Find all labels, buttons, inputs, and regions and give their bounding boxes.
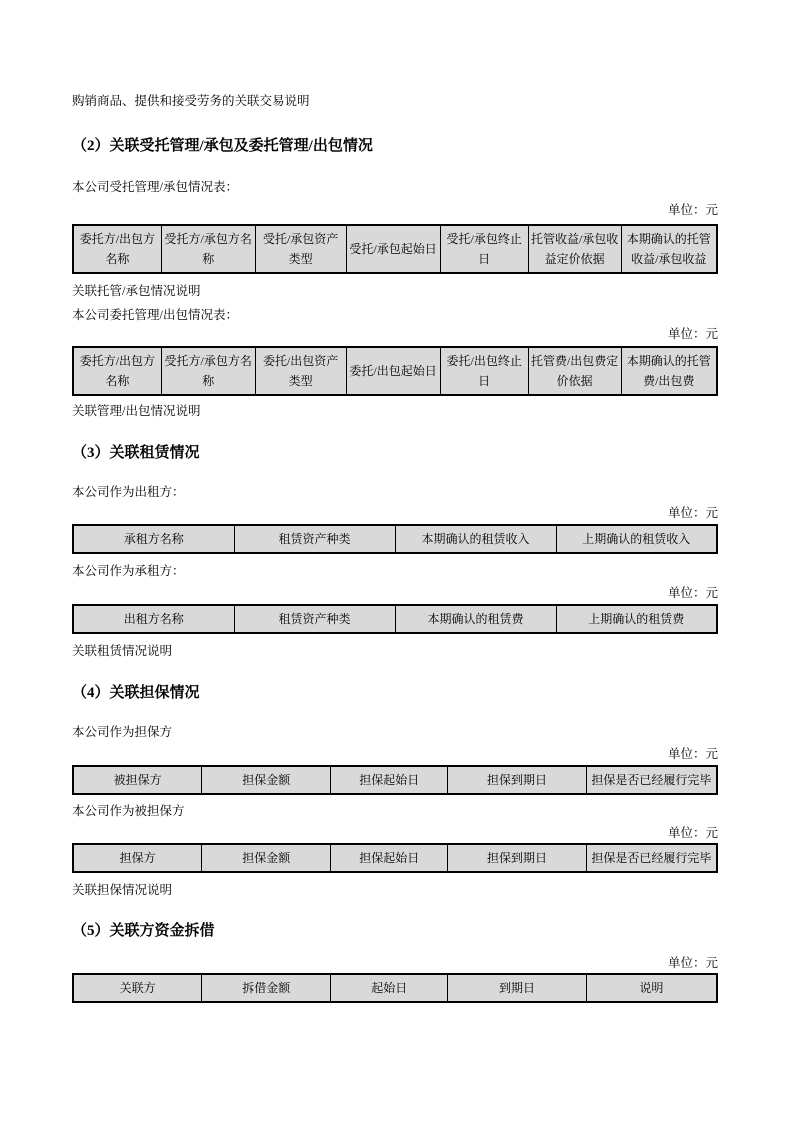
lessor-table [72, 524, 718, 554]
header-cell: 受托/承包资产类型 [255, 225, 346, 273]
header-cell: 到期日 [448, 974, 586, 1002]
header-cell: 担保到期日 [448, 766, 586, 794]
header-cell: 租赁资产种类 [234, 525, 395, 553]
header-cell: 出租方名称 [73, 605, 234, 633]
header-cell: 本期确认的租赁费 [395, 605, 556, 633]
header-cell: 拆借金额 [202, 974, 331, 1002]
table-header-row [73, 525, 717, 553]
unit-label: 单位：元 [667, 203, 718, 217]
outsourced-note: 关联管理/出包情况说明 [72, 404, 201, 418]
entrusted-note: 关联托管/承包情况说明 [72, 284, 201, 298]
header-cell: 担保是否已经履行完毕 [586, 766, 717, 794]
unit-label: 单位：元 [667, 506, 718, 520]
section-4-heading: （4）关联担保情况 [72, 685, 200, 701]
guaranteed-table [72, 843, 718, 873]
table-header-row [73, 225, 717, 273]
header-cell: 担保金额 [202, 766, 331, 794]
table-header-row [73, 347, 717, 395]
header-cell: 担保是否已经履行完毕 [586, 844, 717, 872]
section-3-heading: （3）关联租赁情况 [72, 445, 200, 461]
unit-label: 单位：元 [667, 956, 718, 970]
intro-paragraph: 购销商品、提供和接受劳务的关联交易说明 [72, 94, 310, 108]
header-cell: 委托/出包终止日 [440, 347, 528, 395]
table-header-row [73, 766, 717, 794]
header-cell: 担保到期日 [448, 844, 586, 872]
header-cell: 委托方/出包方名称 [73, 225, 161, 273]
header-cell: 受托方/承包方名称 [161, 347, 255, 395]
header-cell: 起始日 [331, 974, 448, 1002]
header-cell: 托管收益/承包收益定价依据 [528, 225, 621, 273]
header-cell: 受托/承包终止日 [440, 225, 528, 273]
section-5-heading: （5）关联方资金拆借 [72, 923, 215, 939]
header-cell: 委托/出包资产类型 [255, 347, 346, 395]
lessor-caption: 本公司作为出租方： [72, 485, 185, 499]
header-cell: 担保方 [73, 844, 202, 872]
header-cell: 担保起始日 [331, 766, 448, 794]
header-cell: 租赁资产种类 [234, 605, 395, 633]
lessee-caption: 本公司作为承租方： [72, 564, 185, 578]
lessee-table [72, 604, 718, 634]
header-cell: 被担保方 [73, 766, 202, 794]
unit-label: 单位：元 [667, 586, 718, 600]
header-cell: 本期确认的托管费/出包费 [621, 347, 717, 395]
lease-note: 关联租赁情况说明 [72, 644, 173, 658]
guarantor-caption: 本公司作为担保方 [72, 725, 173, 739]
header-cell: 委托方/出包方名称 [73, 347, 161, 395]
header-cell: 担保金额 [202, 844, 331, 872]
header-cell: 本期确认的租赁收入 [395, 525, 556, 553]
table-header-row [73, 844, 717, 872]
header-cell: 上期确认的租赁收入 [556, 525, 717, 553]
header-cell: 托管费/出包费定价依据 [528, 347, 621, 395]
entrusted-management-table [72, 224, 718, 274]
table-header-row [73, 605, 717, 633]
header-cell: 承租方名称 [73, 525, 234, 553]
header-cell: 担保起始日 [331, 844, 448, 872]
header-cell: 委托/出包起始日 [346, 347, 440, 395]
header-cell: 本期确认的托管收益/承包收益 [621, 225, 717, 273]
unit-label: 单位：元 [667, 747, 718, 761]
entrusted-table-caption: 本公司受托管理/承包情况表： [72, 180, 238, 194]
header-cell: 受托/承包起始日 [346, 225, 440, 273]
guarantor-table [72, 765, 718, 795]
header-cell: 说明 [586, 974, 717, 1002]
guarantee-note: 关联担保情况说明 [72, 883, 173, 897]
related-party-borrowing-table [72, 973, 718, 1003]
unit-label: 单位：元 [667, 826, 718, 840]
outsourced-table-caption: 本公司委托管理/出包情况表： [72, 308, 238, 322]
header-cell: 受托方/承包方名称 [161, 225, 255, 273]
header-cell: 关联方 [73, 974, 202, 1002]
table-header-row [73, 974, 717, 1002]
unit-label: 单位：元 [667, 327, 718, 341]
outsourced-management-table [72, 346, 718, 396]
section-2-heading: （2）关联受托管理/承包及委托管理/出包情况 [72, 138, 373, 154]
guaranteed-caption: 本公司作为被担保方 [72, 804, 185, 818]
header-cell: 上期确认的租赁费 [556, 605, 717, 633]
